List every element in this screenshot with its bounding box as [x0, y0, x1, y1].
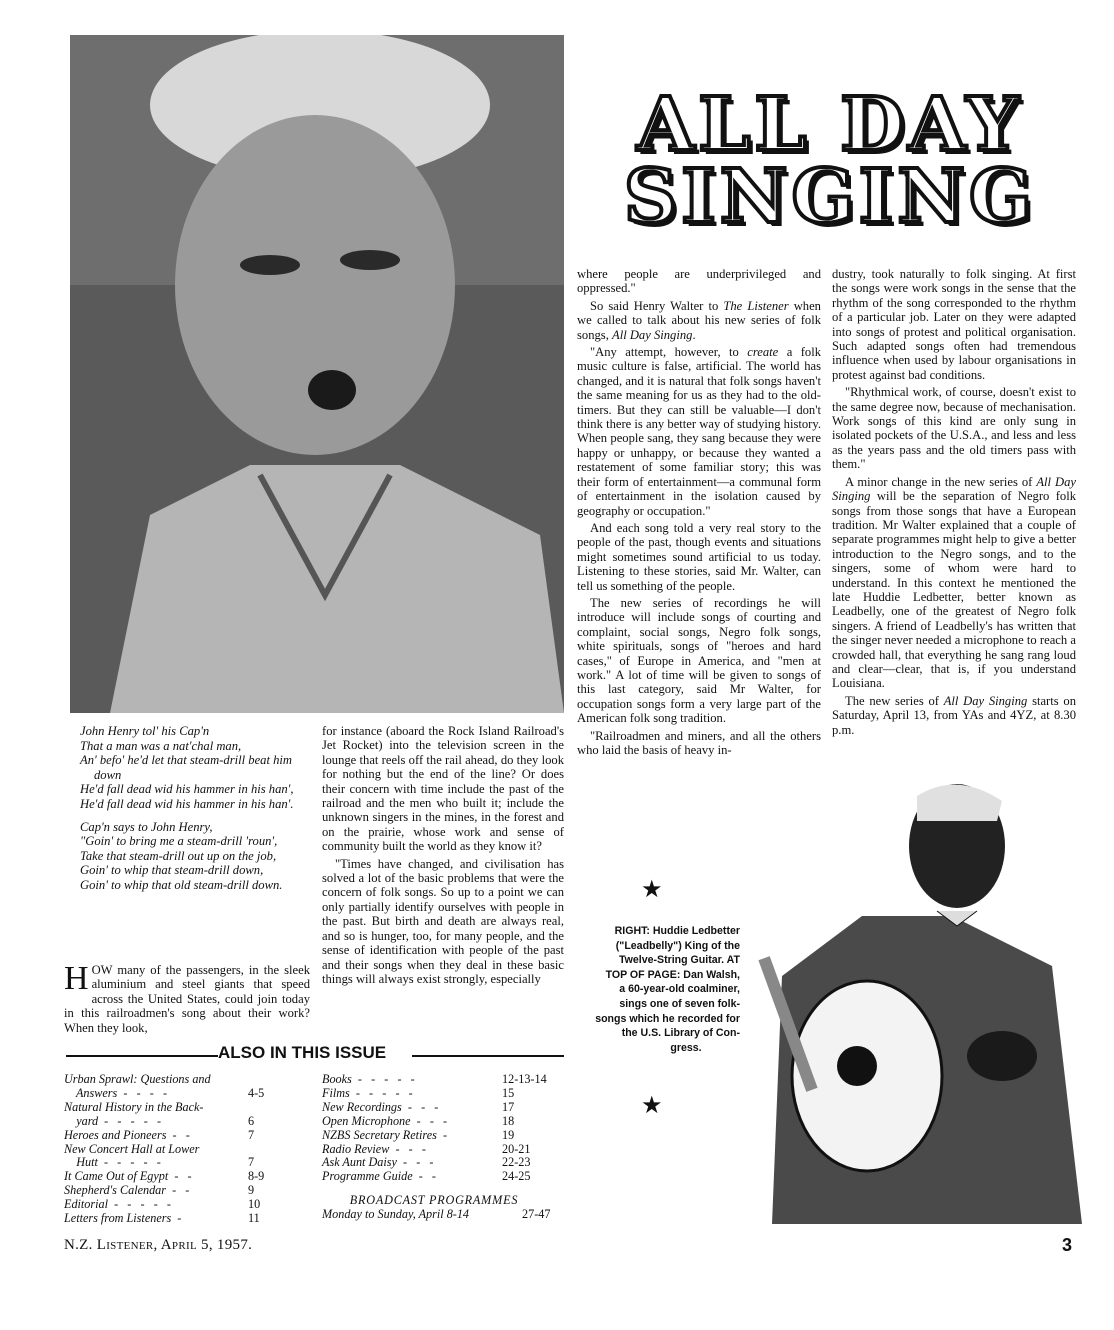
article-paragraph: And each song told a very real story to the people of the past, though events and situations might sometimes sound artificial to us today. Listening to these stories, said Mr. Walter, can tell us something of the people.: [577, 520, 821, 593]
poem-line: He'd fall dead wid his hammer in his han'.: [80, 796, 294, 811]
contents-item[interactable]: Radio Review - - - 20-21: [322, 1141, 531, 1156]
contents-item[interactable]: Open Microphone - - - 18: [322, 1113, 515, 1128]
contents-item[interactable]: yard - - - - - 6: [64, 1113, 255, 1128]
page-number: 3: [1062, 1235, 1073, 1255]
article-paragraph: "Times have changed, and civilisation has solved a lot of the basic problems that were the concern of folk songs. So up to a point we can only partially identify ourselves with people in the past. But birth and death are always real, and so is hunger, too, for many people, and the sense of identification with people of the past and their songs when they deal in these basic things will always exist strongly, especially: [322, 856, 564, 986]
poem-line: "Goin' to bring me a steam-drill 'roun',: [80, 834, 278, 849]
article-paragraph: The new series of All Day Singing starts on Saturday, April 13, from YAs and 4YZ, at 8.30 p.m.: [832, 693, 1076, 737]
contents-item[interactable]: Urban Sprawl: Questions and: [64, 1072, 211, 1086]
poem-line: Take that steam-drill out up on the job,: [80, 848, 277, 863]
contents-item[interactable]: Books - - - - - 12-13-14: [322, 1072, 547, 1086]
poem-line: That a man was a nat'chal man,: [80, 738, 242, 753]
poem-line: John Henry tol' his Cap'n: [80, 724, 210, 738]
article-col-4: [832, 267, 1076, 740]
photo-caption: RIGHT: Huddie Ledbetter ("Leadbelly") King of the Twelve-String Guitar. AT TOP OF PAGE: Dan Walsh, a 60-year-old coalminer, sings one of seven folk- songs which he recorded for the U.S. Library of Con- gress.: [595, 925, 740, 1054]
also-in-this-issue-heading: ALSO IN THIS ISSUE: [218, 1043, 387, 1062]
contents-item[interactable]: New Concert Hall at Lower: [64, 1141, 200, 1156]
drop-cap: H: [64, 960, 89, 997]
article-col-2: [322, 724, 564, 989]
contents-item[interactable]: Shepherd's Calendar - - 9: [64, 1183, 255, 1198]
contents-item[interactable]: Editorial - - - - - 10: [64, 1197, 261, 1212]
contents-item[interactable]: Films - - - - - 15: [322, 1085, 515, 1100]
contents-item[interactable]: Letters from Listeners - 11: [64, 1211, 260, 1226]
contents-item[interactable]: NZBS Secretary Retires - 19: [322, 1127, 515, 1142]
footer-issue-line: N.Z. Listener, April 5, 1957.: [64, 1237, 253, 1253]
contents-item[interactable]: Ask Aunt Daisy - - - 22-23: [322, 1155, 531, 1170]
poem-line: An' befo' he'd let that steam-drill beat him down: [80, 753, 292, 782]
also-rule-left: [66, 1055, 218, 1057]
poem-line: Goin' to whip that steam-drill down,: [80, 863, 264, 878]
poem-line: He'd fall dead wid his hammer in his han',: [80, 782, 294, 797]
poem: [80, 724, 310, 893]
article-paragraph: for instance (aboard the Rock Island Railroad's Jet Rocket) into the television screen in the lounge that reels off the rail ahead, do they look for nothing but the end of the line? Or does their concern with time include the past of the railroad and the men who built it; include the unknown singers in the mines, in the forest and on the prairie, whose work and sense of community built the world as they know it?: [322, 724, 564, 854]
contents-right: [322, 1073, 566, 1222]
also-rule-right: [412, 1055, 564, 1057]
title-line-1: ALL DAY: [637, 82, 1023, 168]
broadcast-heading: BROADCAST PROGRAMMES: [349, 1193, 519, 1208]
article-text: OW many of the passengers, in the sleek aluminium and steel giants that speed across the United States, could join today in this railroadmen's song about their work? When they look,: [64, 963, 310, 1035]
photo-leadbelly: [752, 776, 1082, 1224]
article-paragraph: dustry, took naturally to folk singing. At first the songs were work songs in the sense that the rhythm of the song corresponded to the rhythm of a particular job. Later on they were adapted into songs of protest and political organisation. Such adapted songs often had tremendous influence when used by labour organisations in protest against bad conditions.: [832, 267, 1076, 382]
contents-item[interactable]: Natural History in the Back-: [64, 1099, 204, 1114]
broadcast-programmes-item[interactable]: Monday to Sunday, April 8-14 27-47: [322, 1207, 551, 1222]
star-icon: ★: [641, 877, 663, 903]
poem-line: Goin' to whip that old steam-drill down.: [80, 877, 283, 892]
article-paragraph: "Any attempt, however, to create a folk music culture is false, artificial. The world has changed, and it is natural that folk songs haven't the same meaning for us as they had to the old-timers. But they can still be valuable—I don't think there is any better way of studying history. When people sang, they sang because they were happy or unhappy, or because they wanted a restatement of some familiar story; this was their form of entertainment—a communal form of entertainment in the isolation caused by geography or occupation.": [577, 345, 821, 518]
poem-line: Cap'n says to John Henry,: [80, 819, 213, 834]
contents-item[interactable]: Heroes and Pioneers - - 7: [64, 1127, 255, 1142]
article-col-3: [577, 267, 821, 760]
contents-item[interactable]: Programme Guide - - 24-25: [322, 1169, 531, 1184]
article-paragraph: The new series of recordings he will introduce will include songs of courting and complaint, social songs, Negro folk songs, white spirituals, songs of "heroes and hard cases," of Europe in America, and "men at work." A lot of time will be given to songs of this last category, said Mr Walter, for occupation songs form a very large part of the American folk song tradition.: [577, 595, 821, 726]
contents-item[interactable]: Answers - - - - 4-5: [64, 1085, 265, 1100]
contents-left: [64, 1073, 300, 1226]
article-paragraph: where people are underprivileged and oppressed.": [577, 267, 821, 296]
title-line-2: SINGING: [623, 154, 1037, 240]
star-icon: ★: [641, 1093, 663, 1119]
contents-item[interactable]: Hutt - - - - - 7: [64, 1155, 255, 1170]
article-paragraph: So said Henry Walter to The Listener when we called to talk about his new series of folk songs, All Day Singing.: [577, 298, 821, 342]
contents-item[interactable]: It Came Out of Egypt - - 8-9: [64, 1169, 265, 1184]
article-paragraph: A minor change in the new series of All Day Singing will be the separation of Negro folk songs from those songs that have a European tradition. Mr Walter explained that a couple of separate programmes might help to give a better introduction to the Negro songs, and to the singers, some of whom were hard to understand. In this context he mentioned the late Huddie Ledbetter, better known as Leadbelly, one of the greatest of Negro folk singers. A friend of Leadbelly's has written that the singer never needed a microphone to reach a crowded hall, that everything he sang rang loud and clear—clear, that is, if you understand Louisiana.: [832, 474, 1076, 691]
photo-dan-walsh: [70, 35, 564, 713]
article-paragraph: "Rhythmical work, of course, doesn't exist to the same degree now, because of mechanisation. Work songs of this kind are only sung in isolated pockets of the U.S.A., and less and less as the years pass and the old timers pass with them.": [832, 385, 1076, 472]
article-paragraph: "Railroadmen and miners, and all the others who laid the basis of heavy in-: [577, 728, 821, 757]
contents-item[interactable]: New Recordings - - - 17: [322, 1099, 515, 1114]
article-col-1: [64, 960, 310, 1038]
